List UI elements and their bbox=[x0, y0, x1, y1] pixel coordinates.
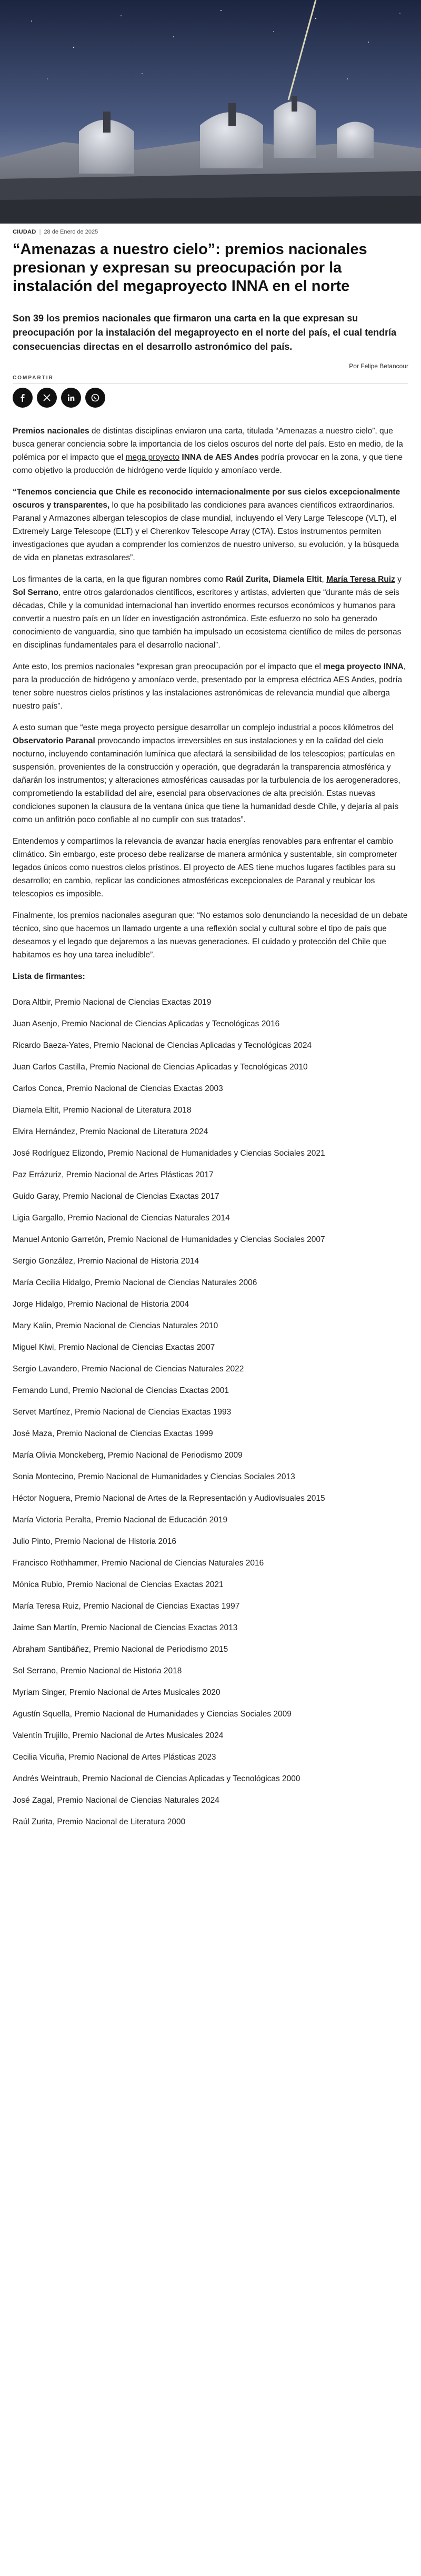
list-item: María Victoria Peralta, Premio Nacional de Educación 2019 bbox=[13, 1516, 228, 1524]
section-label[interactable]: CIUDAD bbox=[13, 229, 36, 235]
list-item: Jaime San Martín, Premio Nacional de Ciencias Exactas 2013 bbox=[13, 1623, 238, 1632]
list-item: María Cecilia Hidalgo, Premio Nacional de Ciencias Naturales 2006 bbox=[13, 1278, 257, 1287]
paragraph-3 bbox=[13, 573, 408, 652]
facebook-icon[interactable] bbox=[13, 388, 33, 408]
list-item: Sonia Montecino, Premio Nacional de Humanidades y Ciencias Sociales 2013 bbox=[13, 1472, 295, 1481]
linkedin-icon[interactable] bbox=[61, 388, 81, 408]
paragraph-text: A esto suman que “este mega proyecto persigue desarrollar un complejo industrial a pocos kilómetros del bbox=[13, 723, 394, 732]
list-item: Guido Garay, Premio Nacional de Ciencias Exactas 2017 bbox=[13, 1192, 219, 1201]
list-item: Sol Serrano, Premio Nacional de Historia 2018 bbox=[13, 1666, 182, 1675]
signers-list bbox=[13, 996, 408, 1829]
paragraph-text: , bbox=[322, 575, 327, 584]
paragraph-5 bbox=[13, 721, 408, 826]
publish-date: 28 de Enero de 2025 bbox=[44, 229, 98, 235]
author-byline: Por Felipe Betancour bbox=[349, 362, 408, 370]
observatory-photo bbox=[0, 0, 421, 224]
list-item: José Zagal, Premio Nacional de Ciencias Naturales 2024 bbox=[13, 1796, 219, 1805]
article-title: “Amenazas a nuestro cielo”: premios nacionales presionan y expresan su preocupación por la instalación del megaproyecto INNA en el norte bbox=[13, 241, 367, 295]
article-meta bbox=[13, 229, 408, 235]
paragraph-2 bbox=[13, 486, 408, 564]
paragraph-text: y bbox=[395, 575, 402, 584]
paragraph-text: Ante esto, los premios nacionales “expresan gran preocupación por el impacto que el bbox=[13, 662, 324, 671]
list-item: Mónica Rubio, Premio Nacional de Ciencias Exactas 2021 bbox=[13, 1580, 224, 1589]
meta-separator: | bbox=[39, 229, 41, 235]
bold-text: mega proyecto INNA bbox=[323, 662, 404, 671]
list-item: Raúl Zurita, Premio Nacional de Literatura 2000 bbox=[13, 1817, 186, 1826]
list-item: Francisco Rothhammer, Premio Nacional de Ciencias Naturales 2016 bbox=[13, 1559, 264, 1568]
paragraph-text: , entre otros galardonados científicos, escritores y artistas, advierten que “durante más de seis décadas, Chile y la comunidad internacional han invertido enormes recursos económicos y humanos para convertir a nuestro país en un líder en investigación astronómica. Este esfuerzo no solo ha generado conocimiento de vanguardia, sino que también ha impulsado un ecosistema científico de miles de personas en disciplinas fundamentales para el desarrollo nacional”. bbox=[13, 588, 402, 650]
list-item: María Olivia Monckeberg, Premio Nacional de Periodismo 2009 bbox=[13, 1451, 243, 1460]
article-body bbox=[13, 425, 408, 1829]
list-item: Manuel Antonio Garretón, Premio Nacional de Humanidades y Ciencias Sociales 2007 bbox=[13, 1235, 325, 1244]
list-item: Ligia Gargallo, Premio Nacional de Ciencias Naturales 2014 bbox=[13, 1214, 230, 1223]
list-item: Julio Pinto, Premio Nacional de Historia 2016 bbox=[13, 1537, 177, 1546]
paragraph-6: Entendemos y compartimos la relevancia de avanzar hacia energías renovables para enfrentar el cambio climático. Sin embargo, este proceso debe realizarse de manera armónica y sustentable, sin comprometer legados únicos como nuestros cielos prístinos. El proyecto de AES tiene muchos lugares factibles para su desarrollo; en cambio, replicar las condiciones atmosféricas excepcionales de Paranal y reubicar los telescopios es imposible. bbox=[13, 837, 397, 898]
list-item: Andrés Weintraub, Premio Nacional de Ciencias Aplicadas y Tecnológicas 2000 bbox=[13, 1774, 300, 1783]
list-item: Miguel Kiwi, Premio Nacional de Ciencias Exactas 2007 bbox=[13, 1343, 215, 1352]
paragraph-text: , para la producción de hidrógeno y amoníaco verde, presentado por la empresa eléctrica AES Andes, podría tener sobre nuestros cielos prístinos y las instalaciones astronómicas de relevancia mundial que alberga nuestro país”. bbox=[13, 662, 406, 711]
share-section bbox=[13, 375, 408, 408]
list-item: Héctor Noguera, Premio Nacional de Artes de la Representación y Audiovisuales 2015 bbox=[13, 1494, 325, 1503]
bold-text: INNA de AES Andes bbox=[179, 453, 259, 462]
bold-text: Observatorio Paranal bbox=[13, 736, 95, 745]
list-item: Elvira Hernández, Premio Nacional de Literatura 2024 bbox=[13, 1127, 208, 1136]
x-icon[interactable] bbox=[37, 388, 57, 408]
list-item: Sergio González, Premio Nacional de Historia 2014 bbox=[13, 1257, 199, 1266]
list-item: Valentín Trujillo, Premio Nacional de Artes Musicales 2024 bbox=[13, 1731, 224, 1740]
signers-title: Lista de firmantes: bbox=[13, 972, 85, 981]
list-item: Servet Martínez, Premio Nacional de Ciencias Exactas 1993 bbox=[13, 1408, 232, 1417]
bold-text: Sol Serrano bbox=[13, 588, 58, 597]
list-item: Juan Asenjo, Premio Nacional de Ciencias Aplicadas y Tecnológicas 2016 bbox=[13, 1019, 280, 1028]
mega-proyecto-link[interactable]: mega proyecto bbox=[125, 453, 180, 462]
paragraph-text: Los firmantes de la carta, en la que figuran nombres como bbox=[13, 575, 226, 584]
list-item: Juan Carlos Castilla, Premio Nacional de Ciencias Aplicadas y Tecnológicas 2010 bbox=[13, 1063, 308, 1072]
list-item: Abraham Santibáñez, Premio Nacional de Periodismo 2015 bbox=[13, 1645, 228, 1654]
bold-text: “Tenemos conciencia que Chile es reconocido internacionalmente por sus cielos excepcionalmente oscuros y transparentes, bbox=[13, 488, 400, 510]
bold-text: Premios nacionales bbox=[13, 427, 89, 436]
maria-teresa-ruiz-link[interactable]: María Teresa Ruiz bbox=[326, 575, 395, 584]
bold-text: Raúl Zurita, Diamela Eltit bbox=[225, 575, 322, 584]
list-item: Fernando Lund, Premio Nacional de Ciencias Exactas 2001 bbox=[13, 1386, 229, 1395]
list-item: Dora Altbir, Premio Nacional de Ciencias Exactas 2019 bbox=[13, 998, 212, 1007]
list-item: Myriam Singer, Premio Nacional de Artes Musicales 2020 bbox=[13, 1688, 220, 1697]
list-item: Jorge Hidalgo, Premio Nacional de Historia 2004 bbox=[13, 1300, 189, 1309]
whatsapp-icon[interactable] bbox=[85, 388, 105, 408]
list-item: Cecilia Vicuña, Premio Nacional de Artes Plásticas 2023 bbox=[13, 1753, 216, 1762]
list-item: Paz Errázuriz, Premio Nacional de Artes Plásticas 2017 bbox=[13, 1170, 214, 1179]
list-item: Ricardo Baeza-Yates, Premio Nacional de Ciencias Aplicadas y Tecnológicas 2024 bbox=[13, 1041, 312, 1050]
paragraph-text: podría provocar en la zona, y que tiene como objetivo la producción de hidrógeno verde líquido y amoníaco verde. bbox=[13, 453, 403, 475]
list-item: Diamela Eltit, Premio Nacional de Literatura 2018 bbox=[13, 1106, 192, 1115]
list-item: Carlos Conca, Premio Nacional de Ciencias Exactas 2003 bbox=[13, 1084, 223, 1093]
list-item: Sergio Lavandero, Premio Nacional de Ciencias Naturales 2022 bbox=[13, 1365, 244, 1373]
article-lead: Son 39 los premios nacionales que firmaron una carta en la que expresan su preocupación por la instalación del megaproyecto en el norte del país, el cual tendría consecuencias directas en el desarrollo astronómico del país. bbox=[13, 313, 397, 352]
list-item: José Maza, Premio Nacional de Ciencias Exactas 1999 bbox=[13, 1429, 213, 1438]
list-item: Mary Kalin, Premio Nacional de Ciencias Naturales 2010 bbox=[13, 1321, 218, 1330]
paragraph-4 bbox=[13, 660, 408, 713]
hero-image bbox=[0, 0, 421, 224]
list-item: María Teresa Ruiz, Premio Nacional de Ciencias Exactas 1997 bbox=[13, 1602, 240, 1611]
paragraph-7: Finalmente, los premios nacionales aseguran que: “No estamos solo denunciando la necesidad de un debate técnico, sino que hacemos un llamado urgente a una reflexión social y cultural sobre el tipo de país que deseamos y el legado que dejaremos a las nuevas generaciones. El cuidado y protección del Chile que habitamos es hoy una tarea ineludible”. bbox=[13, 911, 408, 959]
paragraph-text: de distintas disciplinas enviaron una carta, titulada “Amenazas a nuestro cielo”, que busca generar conciencia sobre la importancia de los cielos oscuros del norte del país. Esto en medio, de la polémica por el impacto que el bbox=[13, 427, 403, 462]
paragraph-1 bbox=[13, 425, 408, 477]
paragraph-text: provocando impactos irreversibles en sus instalaciones y en la calidad del cielo nocturno, incluyendo contaminación lumínica que afectará la sensibilidad de los telescopios; partículas en suspensión, provenientes de la construcción y operación, que degradarán la transparencia atmosférica y dañarán los instrumentos; y alteraciones atmosféricas causadas por la turbulencia de los aerogeneradores, comprometiendo la estabilidad del aire, esencial para observaciones de alta precisión. Estas nuevas condiciones suponen la clausura de la ventana única que tiene la humanidad desde Chile, y dejaría al país como un anfitrión poco confiable al no cumplir con sus tratados”. bbox=[13, 736, 400, 824]
list-item: Agustín Squella, Premio Nacional de Humanidades y Ciencias Sociales 2009 bbox=[13, 1710, 292, 1719]
paragraph-text: lo que ha posibilitado las condiciones para avances científicos extraordinarios. Paranal y Armazones albergan telescopios de clase mundial, incluyendo el Very Large Telescope (VLT), el Extremely Large Telescope (ELT) y el Cherenkov Telescope Array (CTA). Estos instrumentos permiten investigaciones que ayudan a comprender los comienzos de nuestro universo, su evolución, y la búsqueda de vida en planetas extrasolares”. bbox=[13, 501, 399, 562]
share-label: COMPARTIR bbox=[13, 375, 54, 381]
list-item: José Rodríguez Elizondo, Premio Nacional de Humanidades y Ciencias Sociales 2021 bbox=[13, 1149, 325, 1158]
